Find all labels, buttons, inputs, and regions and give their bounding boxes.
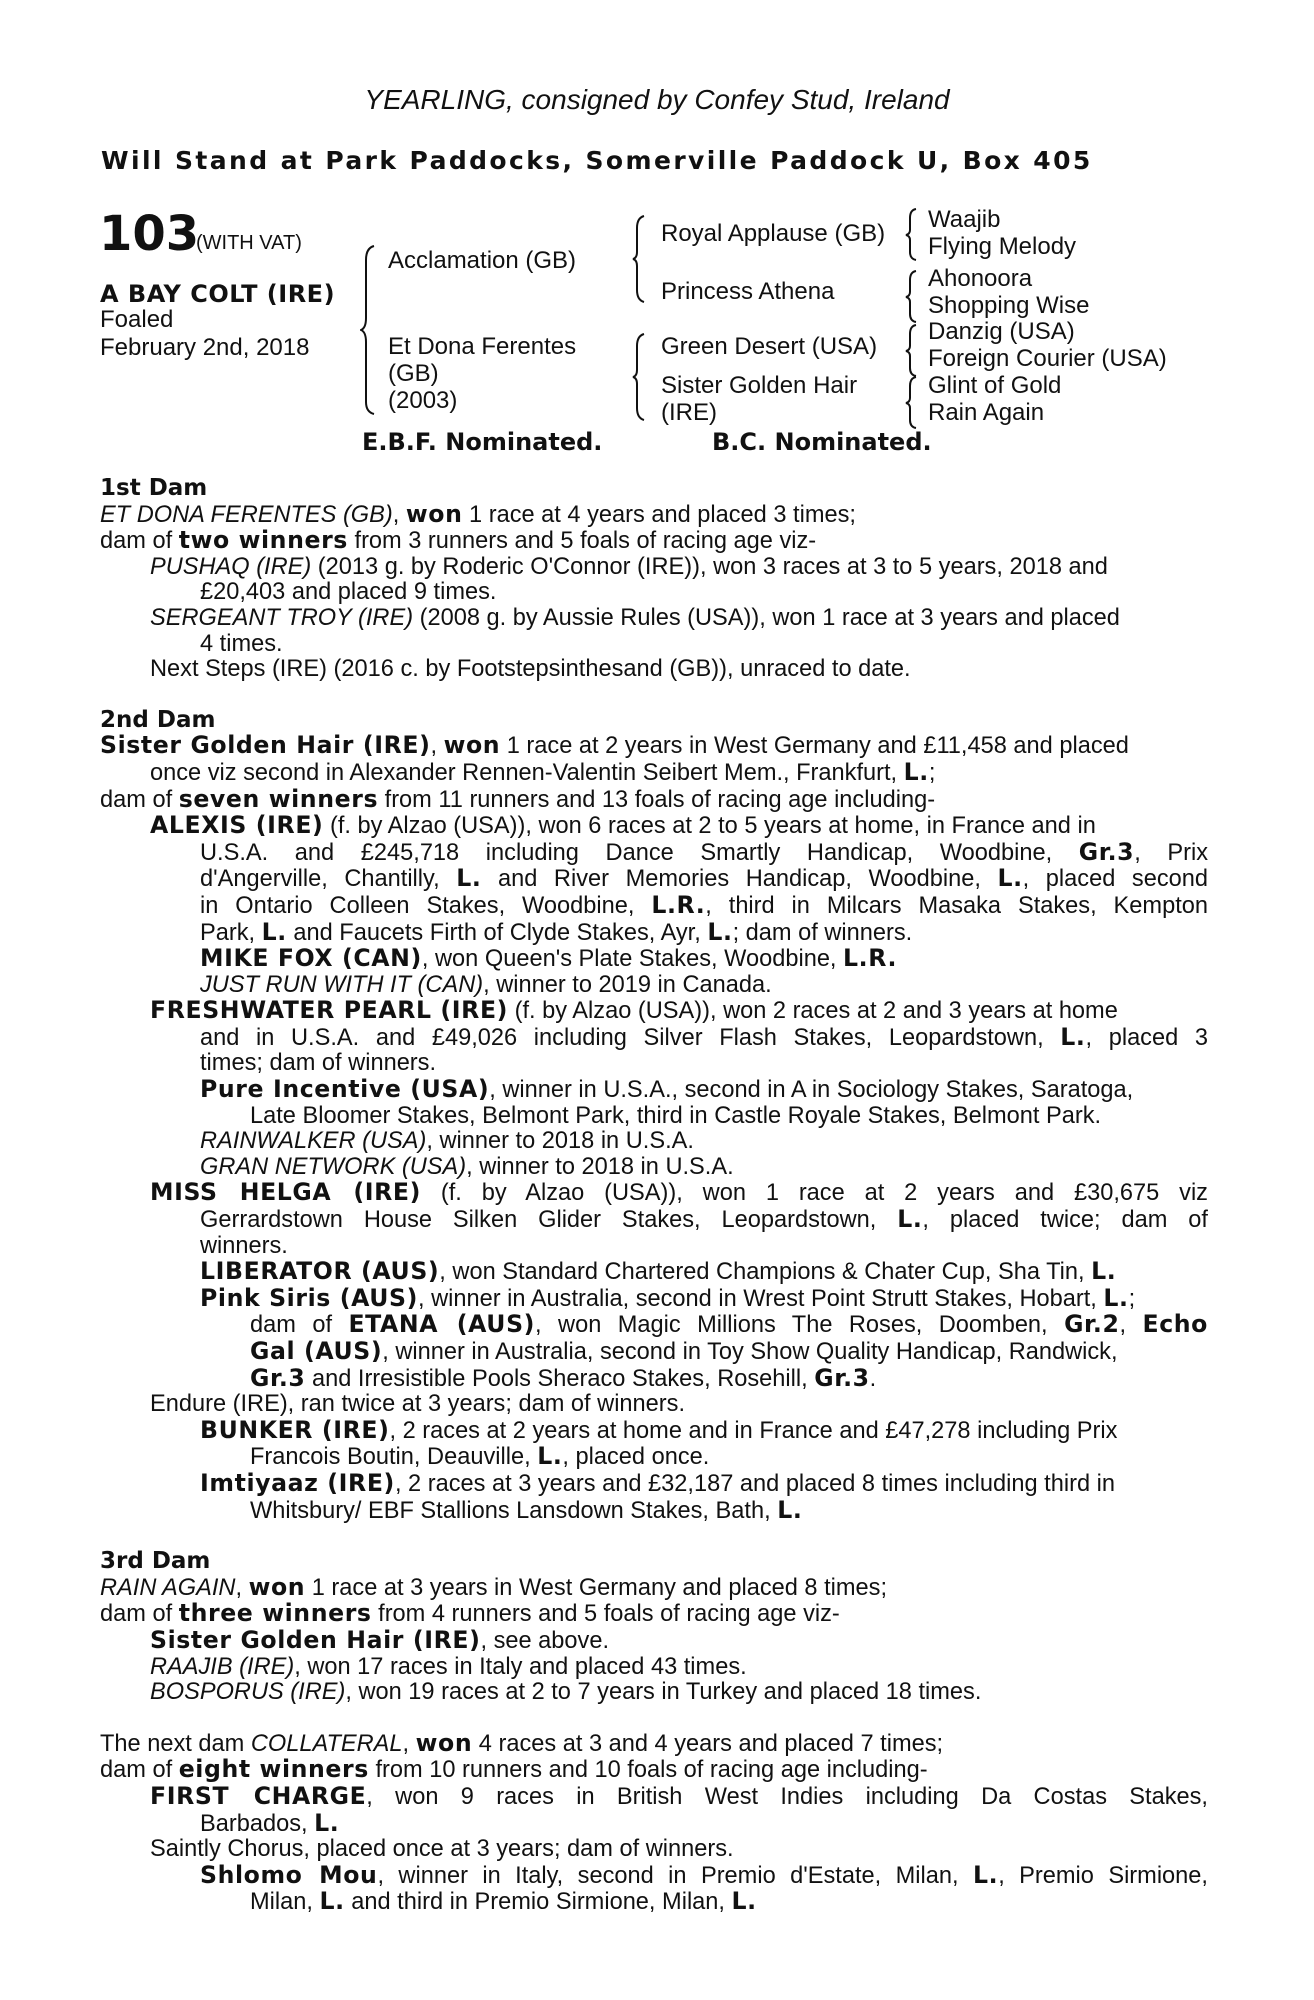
text: Gerrardstown House Silken Glider Stakes, Leopardstown,	[200, 1207, 898, 1234]
text: (f. by Alzao (USA)), won 6 races at 2 to 5 years at home, in France and in	[323, 813, 1096, 840]
progeny-name: Imtiyaaz (IRE)	[200, 1468, 395, 1497]
won-label: won	[405, 499, 463, 528]
dam-dam-line1: Sister Golden Hair	[661, 372, 858, 399]
text: , winner to 2018 in U.S.A.	[466, 1153, 734, 1180]
listed-badge: L.	[314, 1808, 340, 1837]
sire: Acclamation (GB)	[388, 247, 577, 274]
text: and River Memories Handicap, Woodbine,	[481, 866, 998, 893]
progeny-name: Shlomo Mou	[200, 1860, 378, 1889]
progeny-name: Pure Incentive (USA)	[200, 1075, 490, 1104]
text: from 10 runners and 10 foals of racing age including-	[368, 1757, 928, 1784]
progeny-name: RAAJIB (IRE)	[150, 1653, 295, 1680]
text: from 3 runners and 5 foals of racing age viz-	[347, 528, 817, 555]
text: U.S.A. and £245,718 including Dance Smartly Handicap, Woodbine,	[200, 839, 1079, 866]
text: The next dam	[100, 1730, 251, 1757]
text: from 4 runners and 5 foals of racing age viz-	[371, 1601, 840, 1628]
listed-badge: L.	[777, 1495, 803, 1524]
text: times; dam of winners.	[200, 1050, 437, 1077]
progeny-name: BUNKER (IRE)	[200, 1415, 390, 1444]
brace-g3-3	[904, 322, 924, 378]
text: , Premio Sirmione,	[998, 1862, 1208, 1889]
dam-name: ET DONA FERENTES (GB)	[100, 501, 393, 528]
text: , 2 races at 3 years and £32,187 and placed 8 times including third in	[394, 1470, 1115, 1497]
text: Milan,	[250, 1889, 320, 1916]
grade-badge: Gr.3	[814, 1363, 870, 1392]
progeny-name: RAINWALKER (USA)	[200, 1128, 427, 1155]
listed-badge: L.R.	[843, 944, 898, 973]
sire-parents-brace	[632, 212, 654, 304]
won-label: won	[248, 1572, 306, 1601]
text: ; dam of winners.	[732, 919, 913, 946]
text: and in U.S.A. and £49,026 including Silver Flash Stakes, Leopardstown,	[200, 1024, 1061, 1051]
text: , winner to 2019 in Canada.	[483, 971, 772, 998]
listed-badge: L.	[1103, 1283, 1129, 1312]
text: 1 race at 2 years in West Germany and £11,458 and placed	[500, 733, 1129, 760]
dam-line1: Et Dona Ferentes	[388, 333, 577, 360]
progeny-name: SERGEANT TROY (IRE)	[150, 604, 414, 631]
text: dam of	[100, 786, 179, 813]
progeny-name: FRESHWATER PEARL (IRE)	[150, 996, 509, 1025]
produce-record	[100, 476, 1208, 1916]
text: , won Queen's Plate Stakes, Woodbine,	[421, 946, 844, 973]
text: ;	[928, 759, 936, 786]
text: , third in Milcars Masaka Stakes, Kempton	[705, 892, 1208, 919]
punct: ,	[392, 501, 400, 528]
listed-badge: L.	[261, 917, 287, 946]
text: 4 races at 3 and 4 years and placed 7 times;	[472, 1730, 944, 1757]
progeny-text: 4 times.	[200, 630, 283, 657]
text: 1 race at 3 years in West Germany and placed 8 times;	[305, 1574, 888, 1601]
progeny-name: LIBERATOR (AUS)	[200, 1257, 440, 1286]
dam-name: COLLATERAL	[250, 1730, 403, 1757]
text: , won 9 races in British West Indies including Da Costas Stakes,	[366, 1783, 1208, 1810]
progeny-name: Echo	[1142, 1310, 1208, 1339]
text: and Faucets Firth of Clyde Stakes, Ayr,	[286, 919, 708, 946]
text: , placed 3	[1085, 1024, 1208, 1051]
grade-badge: Gr.2	[1064, 1310, 1120, 1339]
progeny-name: Pink Siris (AUS)	[200, 1283, 418, 1312]
text: (f. by Alzao (USA)), won 2 races at 2 and 3 years at home	[508, 998, 1118, 1025]
foaled-date: February 2nd, 2018	[100, 334, 310, 361]
text: dam of	[100, 1757, 179, 1784]
listed-badge: L.	[897, 1205, 923, 1234]
text: winners.	[200, 1232, 288, 1259]
text: , winner in U.S.A., second in A in Sociology Stakes, Saratoga,	[489, 1077, 1134, 1104]
text: , winner in Italy, second in Premio d'Estate, Milan,	[377, 1862, 973, 1889]
progeny-name: Gal (AUS)	[250, 1337, 383, 1365]
text: dam of	[250, 1312, 349, 1339]
text: Whitsbury/ EBF Stallions Lansdown Stakes, Bath,	[250, 1497, 778, 1524]
gen3-1: Waajib	[928, 206, 1001, 233]
progeny-name: ALEXIS (IRE)	[150, 811, 324, 840]
dam-line2: (GB)	[388, 360, 439, 387]
gen3-4: Shopping Wise	[928, 292, 1090, 319]
text: in Ontario Colleen Stakes, Woodbine,	[200, 892, 652, 919]
sire-dam: Princess Athena	[661, 278, 835, 305]
progeny-text: (2013 g. by Roderic O'Connor (IRE)), won 3 races at 3 to 5 years, 2018 and	[311, 553, 1108, 580]
winners-count: two winners	[178, 526, 348, 555]
progeny-name: MIKE FOX (CAN)	[200, 944, 422, 973]
dam-dam-line2: (IRE)	[661, 399, 717, 426]
dam-name: Sister Golden Hair (IRE)	[100, 731, 431, 760]
punct: .	[869, 1365, 877, 1392]
text: Late Bloomer Stakes, Belmont Park, third in Castle Royale Stakes, Belmont Park.	[250, 1102, 1102, 1129]
progeny-name: MISS HELGA (IRE)	[150, 1178, 422, 1207]
text: (f. by Alzao (USA)), won 1 race at 2 years and £30,675 viz	[421, 1180, 1208, 1207]
listed-badge: L.	[537, 1442, 563, 1471]
text: , placed second	[1022, 866, 1208, 893]
text: Saintly Chorus, placed once at 3 years; dam of winners.	[150, 1836, 734, 1863]
text: , won Standard Chartered Champions & Chater Cup, Sha Tin,	[439, 1259, 1092, 1286]
dam-parents-brace	[632, 330, 654, 422]
gen3-6: Foreign Courier (USA)	[928, 345, 1167, 372]
race-record: 1 race at 4 years and placed 3 times;	[462, 501, 856, 528]
progeny-name: Sister Golden Hair (IRE)	[150, 1625, 481, 1654]
punct: ;	[1128, 1285, 1136, 1312]
text: , placed once.	[562, 1444, 710, 1471]
progeny-name: JUST RUN WITH IT (CAN)	[200, 971, 484, 998]
punct: ,	[235, 1574, 243, 1601]
text: , 2 races at 2 years at home and in France and £47,278 including Prix	[389, 1417, 1118, 1444]
vat-note: (WITH VAT)	[196, 232, 302, 254]
winners-count: eight winners	[178, 1755, 369, 1784]
second-dam-heading: 2nd Dam	[100, 706, 216, 733]
punct: ,	[430, 733, 438, 760]
listed-badge: L.	[997, 864, 1023, 893]
text: d'Angerville, Chantilly,	[200, 866, 457, 893]
text: , won 19 races at 2 to 7 years in Turkey and placed 18 times.	[345, 1679, 982, 1706]
text: once viz second in Alexander Rennen-Valentin Seibert Mem., Frankfurt,	[150, 759, 904, 786]
dam-sire: Green Desert (USA)	[661, 333, 878, 360]
listed-badge: L.	[1091, 1257, 1117, 1286]
consignment-line: YEARLING, consigned by Confey Stud, Ireland	[364, 84, 950, 115]
text: , winner in Australia, second in Wrest Point Strutt Stakes, Hobart,	[418, 1285, 1104, 1312]
progeny-name: PUSHAQ (IRE)	[150, 553, 312, 580]
progeny-text: (2008 g. by Aussie Rules (USA)), won 1 race at 3 years and placed	[413, 604, 1120, 631]
horse-name: A BAY COLT (IRE)	[100, 280, 336, 308]
dam-name: RAIN AGAIN	[100, 1574, 236, 1601]
winners-count: seven winners	[178, 784, 379, 813]
bc-nomination: B.C. Nominated.	[712, 428, 932, 456]
text: and third in Premio Sirmione, Milan,	[344, 1889, 732, 1916]
stand-location: Will Stand at Park Paddocks, Somerville Paddock U, Box 405	[101, 146, 1093, 175]
progeny-name: BOSPORUS (IRE)	[150, 1679, 346, 1706]
gen3-7: Glint of Gold	[928, 372, 1062, 399]
text: Park,	[200, 919, 262, 946]
gen3-5: Danzig (USA)	[928, 318, 1075, 345]
dam-year: (2003)	[388, 387, 458, 414]
listed-badge: L.	[319, 1887, 345, 1916]
won-label: won	[415, 1728, 473, 1757]
listed-badge: L.	[707, 917, 733, 946]
brace-g3-4	[904, 374, 924, 430]
progeny-name: ETANA (AUS)	[348, 1310, 536, 1339]
won-label: won	[443, 731, 501, 760]
text: , winner in Australia, second in Toy Show Quality Handicap, Randwick,	[382, 1339, 1118, 1365]
text: , Prix	[1134, 839, 1209, 866]
text: , placed twice; dam of	[922, 1207, 1208, 1234]
listed-badge: L.	[972, 1860, 999, 1889]
listed-badge: L.R.	[651, 890, 706, 919]
progeny-text: Next Steps (IRE) (2016 c. by Footstepsinthesand (GB)), unraced to date.	[150, 656, 911, 683]
third-dam-heading: 3rd Dam	[100, 1548, 211, 1575]
listed-badge: L.	[731, 1887, 757, 1916]
punct: ,	[1119, 1312, 1127, 1339]
text: and Irresistible Pools Sheraco Stakes, Rosehill,	[305, 1365, 815, 1392]
punct: ,	[402, 1730, 416, 1757]
sire-sire: Royal Applause (GB)	[661, 220, 886, 247]
gen3-2: Flying Melody	[928, 233, 1077, 260]
text: dam of	[100, 528, 179, 555]
sire-dam-brace	[360, 240, 386, 420]
text: Endure (IRE), ran twice at 3 years; dam of winners.	[150, 1391, 686, 1418]
lot-number: 103	[99, 206, 200, 262]
ebf-nomination: E.B.F. Nominated.	[362, 428, 603, 456]
foaled-label: Foaled	[100, 306, 174, 333]
grade-badge: Gr.3	[1078, 837, 1135, 866]
progeny-text: £20,403 and placed 9 times.	[200, 579, 497, 606]
brace-g3-2	[904, 268, 924, 324]
first-dam-heading: 1st Dam	[100, 475, 208, 501]
winners-count: three winners	[178, 1599, 372, 1628]
text: , see above.	[480, 1627, 609, 1654]
gen3-8: Rain Again	[928, 399, 1045, 426]
progeny-name: FIRST CHARGE	[150, 1781, 367, 1810]
progeny-name: GRAN NETWORK (USA)	[200, 1153, 467, 1180]
text: Francois Boutin, Deauville,	[250, 1444, 538, 1471]
listed-badge: L.	[903, 757, 929, 786]
text: dam of	[100, 1601, 179, 1628]
text: , won Magic Millions The Roses, Doomben,	[535, 1312, 1065, 1339]
gen3-3: Ahonoora	[928, 265, 1033, 292]
text: from 11 runners and 13 foals of racing age including-	[378, 786, 936, 813]
text: , winner to 2018 in U.S.A.	[426, 1128, 694, 1155]
listed-badge: L.	[1060, 1022, 1086, 1051]
grade-badge: Gr.3	[250, 1363, 306, 1392]
brace-g3-1	[904, 206, 924, 262]
text: Barbados,	[200, 1810, 315, 1837]
text: , won 17 races in Italy and placed 43 times.	[294, 1653, 747, 1680]
listed-badge: L.	[456, 864, 482, 893]
